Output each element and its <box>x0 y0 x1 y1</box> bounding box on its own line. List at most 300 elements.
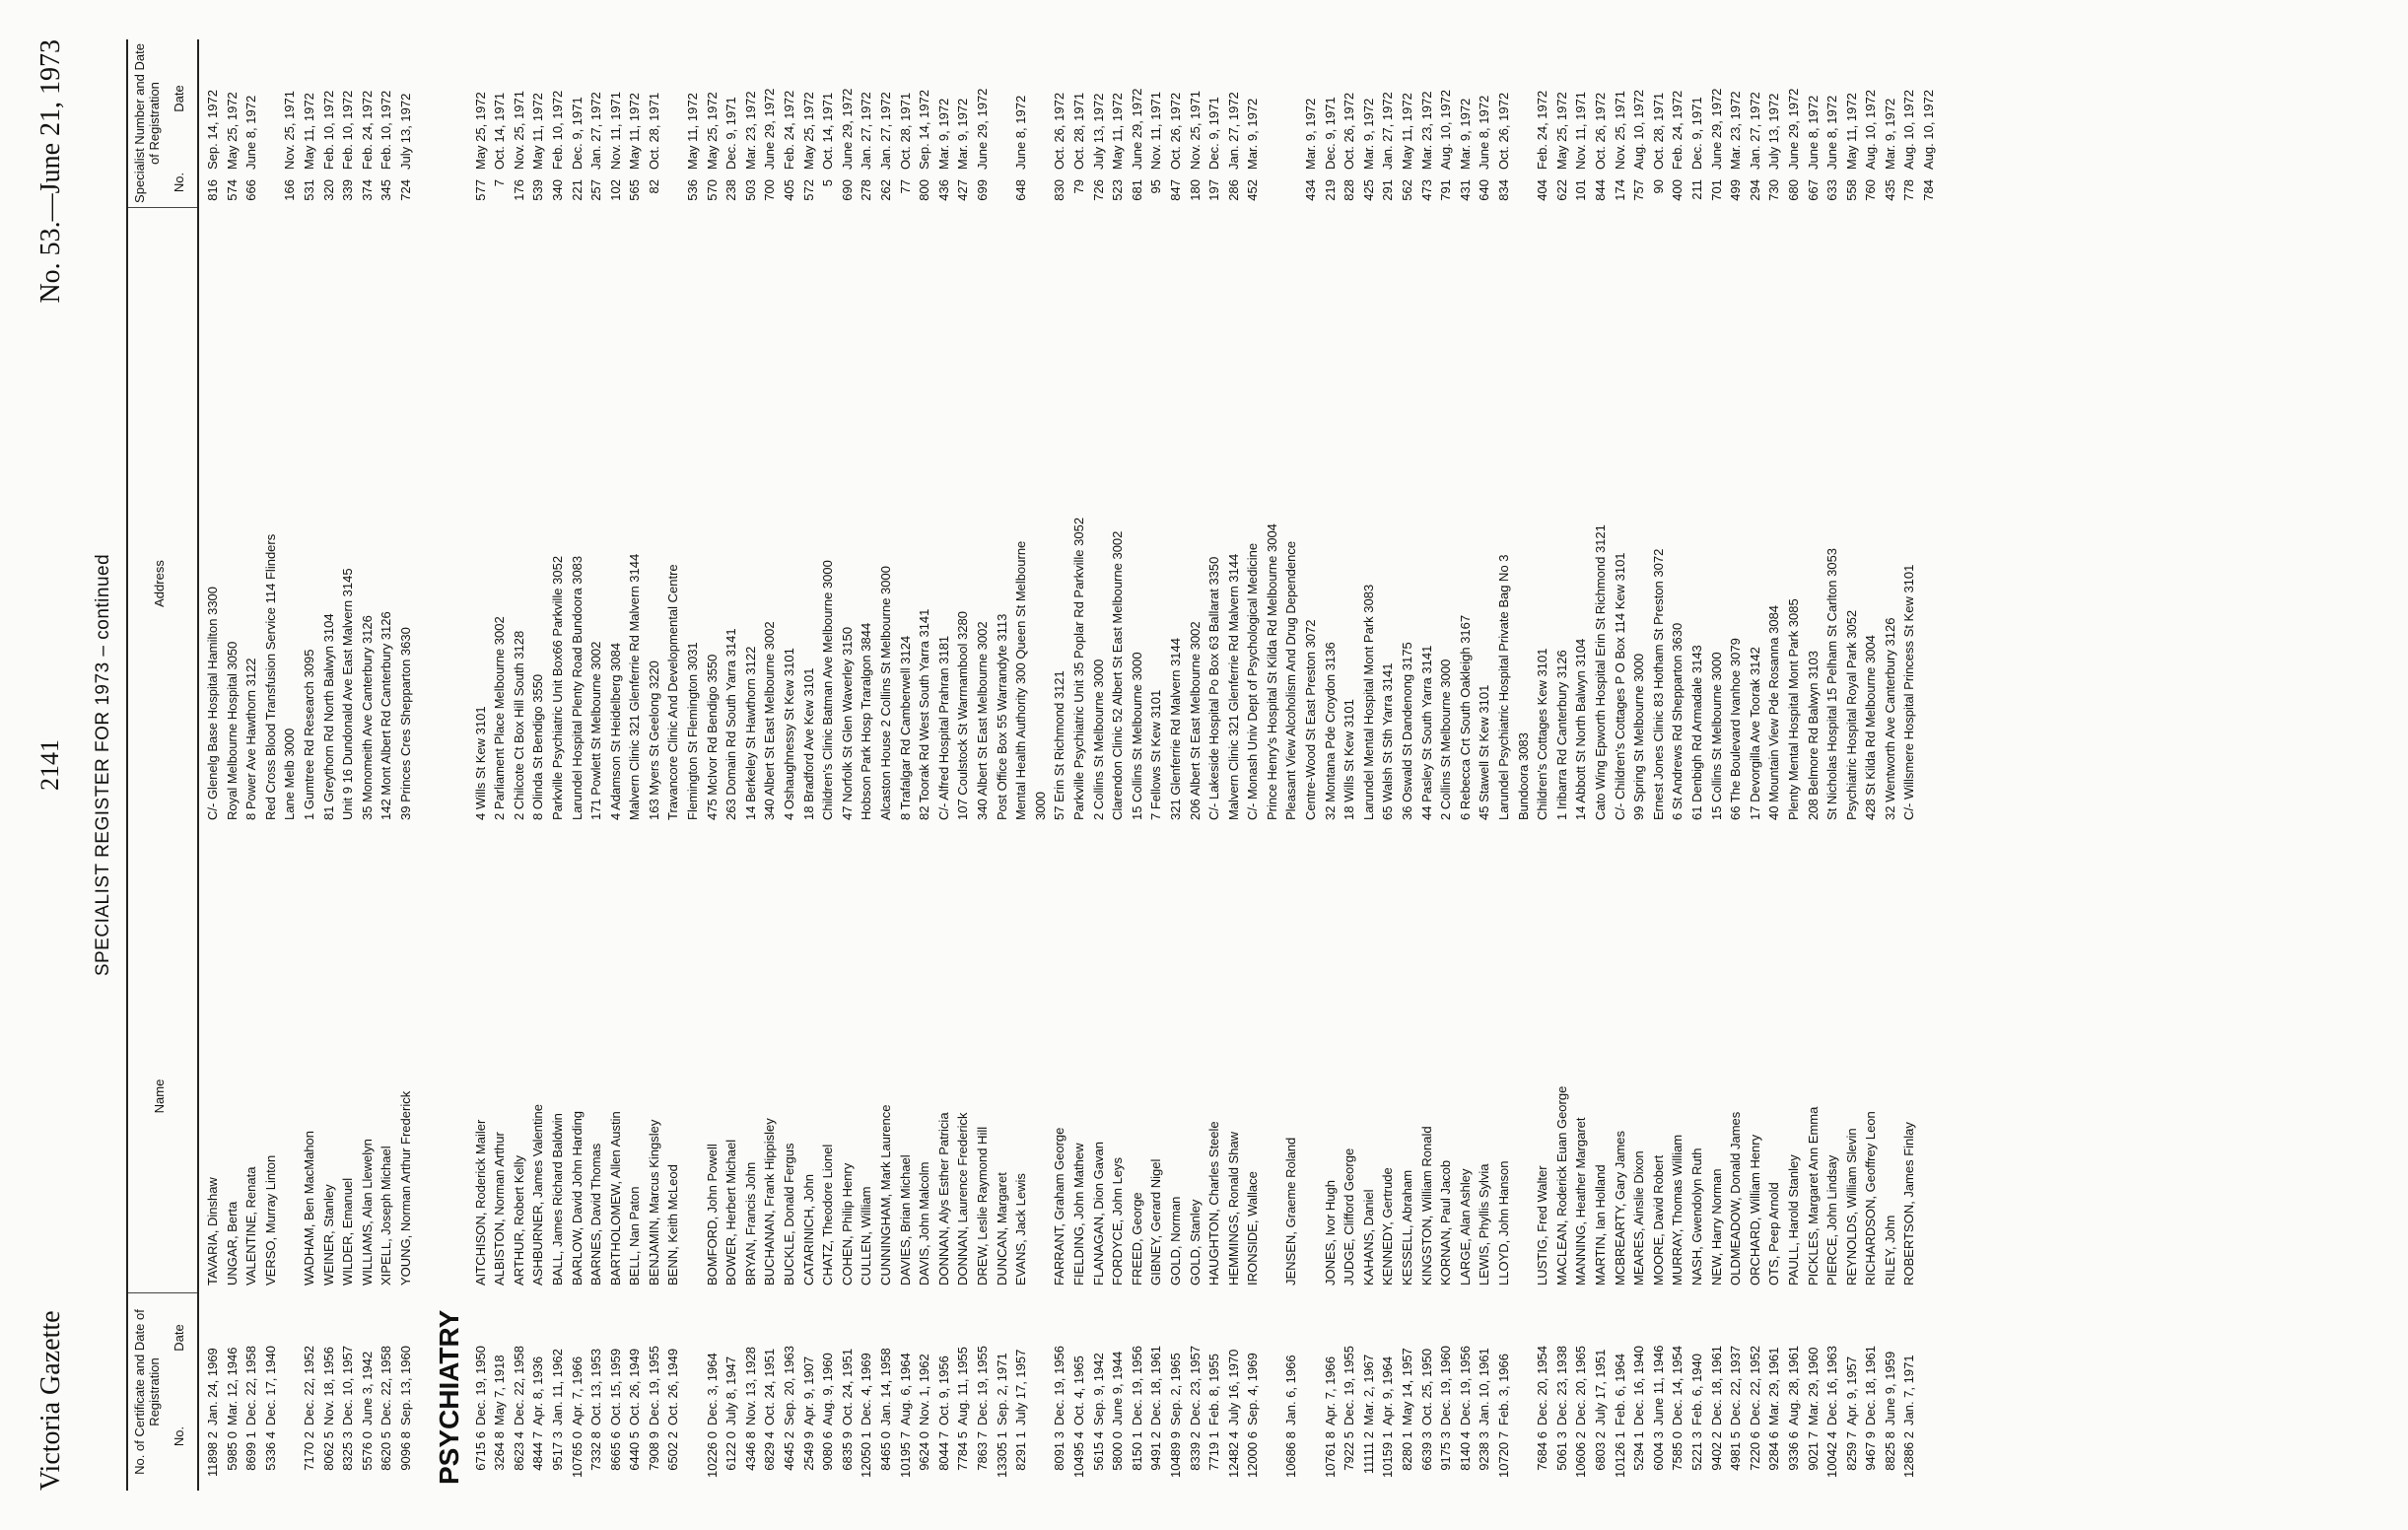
specialist-date: Dec. 9, 1971 <box>723 97 739 170</box>
address: Pleasant View Alcoholism And Drug Dependence <box>1283 540 1299 820</box>
table-row <box>1611 39 1630 1491</box>
practitioner-name: BUCKLE, Donald Fergus <box>782 1143 797 1286</box>
registration-date: Jan. 7, 1971 <box>1901 1355 1917 1426</box>
cert-number: 8339 2 <box>1187 1431 1203 1471</box>
table-row <box>1919 39 1939 1491</box>
address: 206 Albert St East Melbourne 3002 <box>1187 621 1203 820</box>
cert-number: 10042 4 <box>1824 1431 1840 1478</box>
practitioner-name: HEMMINGS, Ronald Shaw <box>1225 1131 1241 1286</box>
cert-number: 9517 3 <box>549 1431 565 1471</box>
address: 18 Wills St Kew 3101 <box>1342 699 1357 820</box>
specialist-number: 701 <box>1708 179 1724 201</box>
cert-number: 9284 6 <box>1766 1431 1782 1471</box>
issue-date: No. 53.—June 21, 1973 <box>35 39 66 304</box>
table-row <box>280 39 300 1491</box>
address: 1 Iribarra Rd Canterbury 3126 <box>1553 650 1569 820</box>
cert-number: 5336 4 <box>262 1431 278 1471</box>
registration-date: Dec. 22, 1937 <box>1728 1346 1744 1426</box>
registration-date: Dec. 17, 1940 <box>262 1346 278 1426</box>
specialist-number: 760 <box>1863 179 1879 201</box>
address: 4 Wills St Kew 3101 <box>472 706 488 820</box>
practitioner-name: CATARINICH, John <box>800 1174 816 1286</box>
table-row <box>625 39 645 1491</box>
address: Travancore Clinic And Developmental Centre <box>665 564 681 820</box>
registration-date: June 3, 1942 <box>359 1351 375 1426</box>
practitioner-name: BOMFORD, John Powell <box>704 1144 720 1286</box>
address: 40 Mountain View Pde Rosanna 3084 <box>1766 604 1782 820</box>
specialist-date: Feb. 24, 1972 <box>359 90 375 170</box>
table-row <box>876 39 896 1491</box>
practitioner-name: DAVIES, Brian Michael <box>897 1154 913 1286</box>
address: 39 Princes Cres Shepparton 3630 <box>397 627 413 820</box>
table-row <box>722 39 741 1491</box>
address: 163 Myers St Geelong 3220 <box>646 661 661 820</box>
practitioner-name: DAVIS, John Malcolm <box>917 1161 932 1286</box>
specialist-number: 257 <box>588 179 604 201</box>
specialist-date: Aug. 10, 1972 <box>1901 90 1917 170</box>
specialist-number: 834 <box>1496 179 1511 201</box>
registration-date: Nov. 13, 1928 <box>742 1347 758 1426</box>
practitioner-name: ASHBURNER, James Valentine <box>530 1104 546 1286</box>
specialist-date: May 25, 1972 <box>704 92 720 170</box>
cert-number: 7784 5 <box>955 1431 971 1471</box>
registration-date: Dec. 19, 1955 <box>646 1346 661 1426</box>
address: 15 Collins St Melbourne 3000 <box>1708 652 1724 820</box>
specialist-number: 539 <box>530 179 546 201</box>
cert-number: 10720 7 <box>1496 1431 1511 1478</box>
page-number: 2141 <box>35 739 64 791</box>
registration-date: Sep. 2, 1965 <box>1167 1353 1183 1426</box>
specialist-date: Mar. 23, 1972 <box>742 91 758 170</box>
specialist-number: 427 <box>955 179 971 201</box>
practitioner-name: VALENTINE, Renata <box>243 1166 259 1286</box>
cert-number: 6829 4 <box>762 1431 778 1471</box>
table-row <box>203 39 223 1491</box>
registration-date: Mar. 2, 1967 <box>1360 1354 1376 1426</box>
specialist-number: 633 <box>1824 179 1840 201</box>
cert-number: 9175 3 <box>1438 1431 1454 1471</box>
address: C/- Alfred Hospital Prahran 3181 <box>935 635 951 820</box>
cert-number: 11898 2 <box>205 1431 220 1478</box>
specialist-date: Oct. 26, 1972 <box>1052 92 1067 170</box>
registration-date: Dec. 19, 1960 <box>1438 1346 1454 1426</box>
practitioner-name: JENSEN, Graeme Roland <box>1283 1137 1299 1286</box>
specialist-date: June 29, 1972 <box>974 88 990 170</box>
practitioner-name: WADHAM, Ben MacMahon <box>301 1130 316 1286</box>
practitioner-name: CUNNINGHAM, Mark Laurence <box>878 1104 893 1286</box>
address: St Nicholas Hospital 15 Pelham St Carlton 3053 <box>1824 547 1840 820</box>
registration-date: Jan. 24, 1969 <box>205 1348 220 1426</box>
specialist-number: 374 <box>359 179 375 201</box>
address: Prince Henry's Hospital St Kilda Rd Melbourne 3004 <box>1264 523 1279 820</box>
table-row <box>261 39 281 1491</box>
spacer <box>416 39 428 1491</box>
table-row <box>1746 39 1765 1491</box>
specialist-number: 726 <box>1090 179 1106 201</box>
practitioner-name: MURRAY, Thomas William <box>1670 1134 1686 1286</box>
table-row <box>645 39 664 1491</box>
practitioner-name: OLDMEADOW, Donald James <box>1728 1111 1744 1286</box>
table-row <box>1417 39 1437 1491</box>
practitioner-name: DONNAN, Alys Esther Patricia <box>935 1112 951 1286</box>
specialist-number: 102 <box>607 179 623 201</box>
specialist-number: 79 <box>1070 179 1086 194</box>
specialist-date: May 11, 1972 <box>627 93 643 170</box>
specialist-date: Jan. 27, 1972 <box>1747 92 1762 170</box>
specialist-date: Dec. 9, 1971 <box>1688 97 1704 170</box>
specialist-number: 95 <box>1148 179 1164 194</box>
practitioner-name: BARLOW, David John Harding <box>569 1110 585 1286</box>
registration-date: Dec. 19, 1956 <box>1457 1346 1473 1426</box>
specialist-date: June 8, 1972 <box>1805 95 1821 170</box>
practitioner-name: TAVARIA, Dinshaw <box>205 1177 220 1286</box>
practitioner-name: DONNAN, Laurence Frederick <box>955 1112 971 1286</box>
cert-number: 4981 5 <box>1728 1431 1744 1471</box>
register-subtitle: SPECIALIST REGISTER FOR 1973 – continued <box>93 553 113 977</box>
specialist-date: July 13, 1972 <box>1090 93 1106 170</box>
practitioner-name: BALL, James Richard Baldwin <box>549 1113 565 1286</box>
specialist-date: Mar. 9, 1972 <box>1360 98 1376 170</box>
specialist-number: 574 <box>224 179 240 201</box>
cert-number: 7684 6 <box>1535 1431 1550 1471</box>
address: Royal Melbourne Hospital 3050 <box>224 641 240 820</box>
specialist-number: 219 <box>1322 179 1338 201</box>
specialist-number: 404 <box>1535 179 1550 201</box>
registration-date: Sep. 2, 1971 <box>994 1353 1009 1426</box>
practitioner-name: MCBREARTY, Gary James <box>1612 1130 1627 1286</box>
address: 340 Albert St East Melbourne 3002 <box>762 621 778 820</box>
date-header: Date <box>172 1324 186 1352</box>
cert-number: 9096 8 <box>397 1431 413 1471</box>
address: Lane Melb 3000 <box>282 728 298 820</box>
address: 47 Norfolk St Glen Waverley 3150 <box>839 626 855 820</box>
practitioner-name: FIELDING, John Mathew <box>1070 1143 1086 1286</box>
registration-date: Oct. 26, 1949 <box>665 1348 681 1426</box>
practitioner-name: GOLD, Stanley <box>1187 1199 1203 1286</box>
table-row <box>1804 39 1823 1491</box>
specialist-date: Mar. 9, 1972 <box>1245 98 1261 170</box>
specialist-number: 830 <box>1052 179 1067 201</box>
specialist-number: 680 <box>1785 179 1801 201</box>
registration-date: June 9, 1959 <box>1882 1351 1897 1426</box>
table-row <box>1591 39 1611 1491</box>
specialist-date: Dec. 9, 1971 <box>1322 97 1338 170</box>
cert-number: 10761 8 <box>1322 1431 1338 1478</box>
registration-date: Dec. 22, 1958 <box>243 1346 259 1426</box>
address: Clarendon Clinic 52 Albert St East Melbourne 3002 <box>1110 530 1126 820</box>
cert-number: 5615 4 <box>1090 1431 1106 1471</box>
registration-date: Jan. 10, 1961 <box>1477 1348 1492 1426</box>
cert-number: 7863 7 <box>974 1431 990 1471</box>
cert-number: 6715 6 <box>472 1431 488 1471</box>
cert-number: 11111 2 <box>1360 1431 1376 1475</box>
specialist-number: 531 <box>301 179 316 201</box>
address: Parkville Psychiatric Unit Box66 Parkville 3052 <box>549 555 565 820</box>
address: C/- Monash Univ Dept of Psychological Medicine <box>1245 542 1261 820</box>
cert-number: 8699 1 <box>243 1431 259 1471</box>
specialist-date: May 11, 1972 <box>685 93 701 170</box>
registration-date: Apr. 7, 1966 <box>569 1356 585 1426</box>
registration-date: Dec. 22, 1952 <box>1747 1346 1762 1426</box>
registration-date: June 9, 1944 <box>1110 1351 1126 1426</box>
address: 8 Power Ave Hawthorn 3122 <box>243 658 259 820</box>
address: 35 Monomeith Ave Canterbury 3126 <box>359 615 375 820</box>
specialist-date: June 8, 1972 <box>1477 95 1492 170</box>
specialist-number: 435 <box>1882 179 1897 201</box>
address: 4 Adamson St Heidelberg 3084 <box>607 643 623 820</box>
table-row <box>1514 39 1534 1491</box>
registration-date: Dec. 22, 1958 <box>511 1346 526 1426</box>
address: 99 Spring St Melbourne 3000 <box>1631 653 1647 820</box>
registration-date: June 11, 1946 <box>1650 1345 1666 1426</box>
cert-number: 9080 6 <box>820 1431 836 1471</box>
cert-number: 9402 2 <box>1708 1431 1724 1471</box>
specialist-number: 816 <box>205 179 220 201</box>
cert-number: 3264 8 <box>492 1431 508 1471</box>
specialist-date: July 13, 1972 <box>397 93 413 170</box>
registration-date: Dec. 23, 1938 <box>1553 1346 1569 1426</box>
cert-number: 6440 5 <box>627 1431 643 1471</box>
address: 142 Mont Albert Rd Canterbury 3126 <box>378 611 394 820</box>
specialist-date: June 29, 1972 <box>1785 88 1801 170</box>
table-row <box>1494 39 1514 1491</box>
spec-group-header: Specialist Number and Date of Registration <box>132 43 162 203</box>
specialist-date: Mar. 23, 1972 <box>1728 91 1744 170</box>
practitioner-name: PIERCE, John Lindsay <box>1824 1154 1840 1286</box>
practitioner-name: ROBERTSON, James Finlay <box>1901 1122 1917 1286</box>
address: Flemington St Flemington 3031 <box>685 642 701 820</box>
specialist-number: 473 <box>1418 179 1434 201</box>
address: 6 Rebecca Crt South Oakleigh 3167 <box>1457 614 1473 820</box>
registration-date: Dec. 19, 1956 <box>1052 1346 1067 1426</box>
table-row <box>1069 39 1089 1491</box>
registration-date: Dec. 10, 1957 <box>340 1346 356 1426</box>
specialist-date: Oct. 26, 1972 <box>1342 92 1357 170</box>
address: 2 Chilcote Ct Box Hill South 3128 <box>511 630 526 820</box>
address: Psychiatric Hospital Royal Park 3052 <box>1843 609 1859 820</box>
address: Cato Wing Epworth Hospital Erin St Richmond 3121 <box>1592 524 1608 820</box>
registration-date: July 17, 1951 <box>1592 1349 1608 1426</box>
cert-number: 7908 9 <box>646 1431 661 1471</box>
specialist-number: 278 <box>859 179 874 201</box>
table-row <box>1204 39 1224 1491</box>
specialist-number: 778 <box>1901 179 1917 201</box>
address: Children's Cottages Kew 3101 <box>1535 648 1550 820</box>
specialist-date: Feb. 10, 1972 <box>340 90 356 170</box>
address: 475 McIvor Rd Bendigo 3550 <box>704 654 720 820</box>
specialist-number: 431 <box>1457 179 1473 201</box>
registration-date: Dec. 20, 1954 <box>1535 1346 1550 1426</box>
practitioner-name: NEW, Harry Norman <box>1708 1168 1724 1286</box>
address: 44 Pasley St South Yarra 3141 <box>1418 645 1434 820</box>
specialist-number: 197 <box>1206 179 1222 201</box>
cert-number: 5221 3 <box>1688 1431 1704 1471</box>
address: 32 Montana Pde Croydon 3136 <box>1322 642 1338 820</box>
specialist-date: Mar. 9, 1972 <box>1303 98 1319 170</box>
specialist-date: Mar. 23, 1972 <box>1418 91 1434 170</box>
specialist-date: June 29, 1972 <box>839 88 855 170</box>
address: Plenty Mental Hospital Mont Park 3085 <box>1785 598 1801 820</box>
specialist-number: 499 <box>1728 179 1744 201</box>
table-row <box>818 39 838 1491</box>
address: Hobson Park Hosp Traralgon 3844 <box>859 622 874 820</box>
registration-date: Oct. 15, 1959 <box>607 1348 623 1426</box>
registration-date: Dec. 18, 1961 <box>1708 1346 1724 1426</box>
practitioner-name: LEWIS, Phyllis Sylvia <box>1477 1163 1492 1286</box>
registration-date: Dec. 23, 1957 <box>1187 1346 1203 1426</box>
address: 14 Abbott St North Balwyn 3104 <box>1573 638 1589 820</box>
address: 7 Fellows St Kew 3101 <box>1148 689 1164 820</box>
specialist-date: Dec. 9, 1971 <box>569 97 585 170</box>
address: Larundel Psychiatric Hospital Private Bag No 3 <box>1496 554 1511 820</box>
specialist-date: Aug. 10, 1972 <box>1863 90 1879 170</box>
address: 18 Bradford Ave Kew 3101 <box>800 667 816 820</box>
practitioner-name: MEARES, Ainslie Dixon <box>1631 1150 1647 1286</box>
registration-date: Dec. 19, 1955 <box>974 1346 990 1426</box>
cert-number: 9021 7 <box>1805 1431 1821 1471</box>
specialist-date: Feb. 10, 1972 <box>378 90 394 170</box>
registration-date: Apr. 7, 1966 <box>1322 1356 1338 1426</box>
register-table <box>203 39 1939 1491</box>
table-row <box>896 39 916 1491</box>
cert-number: 8620 5 <box>378 1431 394 1471</box>
table-row <box>1281 39 1301 1491</box>
specialist-number: 565 <box>627 179 643 201</box>
specialist-number: 211 <box>1688 179 1704 200</box>
table-row <box>1128 39 1147 1491</box>
address: 14 Berkeley St Hawthorn 3122 <box>742 646 758 820</box>
address: Unit 9 16 Dundonald Ave East Malvern 3145 <box>340 568 356 820</box>
cert-number: 8325 3 <box>340 1431 356 1471</box>
registration-date: Mar. 29, 1960 <box>1805 1347 1821 1426</box>
specialist-number: 7 <box>492 179 508 187</box>
specialist-date: Nov. 25, 1971 <box>1612 91 1627 170</box>
table-row <box>1649 39 1669 1491</box>
address: Post Office Box 55 Warrandyte 3113 <box>994 613 1009 820</box>
practitioner-name: BOWER, Herbert Michael <box>723 1139 739 1286</box>
registration-date: Dec. 18, 1961 <box>1863 1346 1879 1426</box>
practitioner-name: EVANS, Jack Lewis <box>1013 1173 1029 1286</box>
address: Red Cross Blood Transfusion Service 114 Flinders <box>262 533 278 820</box>
practitioner-name: JUDGE, Clifford George <box>1342 1148 1357 1286</box>
specialist-date: May 11, 1972 <box>1400 93 1415 170</box>
specialist-number: 320 <box>320 179 336 201</box>
cert-number: 5576 0 <box>359 1431 375 1471</box>
table-row <box>1011 39 1031 1491</box>
table-row <box>1166 39 1186 1491</box>
table-row <box>1899 39 1919 1491</box>
specialist-date: May 11, 1972 <box>1110 93 1126 170</box>
table-row <box>741 39 761 1491</box>
specialist-number: 784 <box>1921 179 1937 201</box>
address: Ernest Jones Clinic 83 Hotham St Preston 3072 <box>1650 548 1666 820</box>
address: 208 Belmore Rd Balwyn 3103 <box>1805 651 1821 820</box>
practitioner-name: BARTHOLOMEW, Allen Austin <box>607 1111 623 1286</box>
specialist-number: 523 <box>1110 179 1126 201</box>
practitioner-name: KESSELL, Abraham <box>1400 1169 1415 1286</box>
practitioner-name: MARTIN, Ian Holland <box>1592 1164 1608 1286</box>
specialist-date: Aug. 10, 1972 <box>1438 90 1454 170</box>
practitioner-name: JONES, Ivor Hugh <box>1322 1180 1338 1286</box>
table-row <box>1784 39 1804 1491</box>
address: 428 St Kilda Rd Melbourne 3004 <box>1863 635 1879 820</box>
table-row <box>1823 39 1842 1491</box>
table-row <box>490 39 510 1491</box>
practitioner-name: UNGAR, Berta <box>224 1201 240 1286</box>
practitioner-name: LUSTIG, Fred Walter <box>1535 1165 1550 1286</box>
cert-number: 10606 2 <box>1573 1431 1589 1478</box>
specialist-number: 730 <box>1766 179 1782 201</box>
registration-date: Jan. 14, 1958 <box>878 1348 893 1426</box>
table-row <box>1707 39 1727 1491</box>
address: 8 Trafalgar Rd Camberwell 3124 <box>897 635 913 820</box>
cert-number: 2549 9 <box>800 1431 816 1471</box>
practitioner-name: BUCHANAN, Frank Hippisley <box>762 1118 778 1286</box>
cert-number: 7332 8 <box>588 1431 604 1471</box>
address: 15 Collins St Melbourne 3000 <box>1129 652 1144 820</box>
table-row <box>1764 39 1784 1491</box>
registration-date: Dec. 19, 1950 <box>472 1346 488 1426</box>
section-title: PSYCHIATRY <box>433 1309 464 1485</box>
practitioner-name: COHEN, Philip Henry <box>839 1162 855 1286</box>
registration-date: Apr. 8, 1936 <box>530 1356 546 1426</box>
cert-number: 8825 8 <box>1882 1431 1897 1471</box>
registration-date: Dec. 22, 1958 <box>378 1346 394 1426</box>
cert-number: 8280 1 <box>1400 1431 1415 1471</box>
address: 321 Glenferrie Rd Malvern 3144 <box>1167 638 1183 820</box>
specialist-date: May 25, 1972 <box>224 92 240 170</box>
address: Children's Clinic Batman Ave Melbourne 3000 <box>820 560 836 820</box>
specialist-date: Dec. 9, 1971 <box>1206 97 1222 170</box>
specialist-number: 90 <box>1650 179 1666 194</box>
address: Alcaston House 2 Collins St Melbourne 3000 <box>878 566 893 820</box>
address: 45 Stawell St Kew 3101 <box>1477 684 1492 820</box>
registration-date: Dec. 3, 1964 <box>704 1353 720 1426</box>
registration-date: Dec. 16, 1940 <box>1631 1346 1647 1426</box>
registration-date: Jan. 6, 1966 <box>1283 1355 1299 1426</box>
specialist-date: Oct. 14, 1971 <box>820 92 836 170</box>
specialist-date: Mar. 9, 1972 <box>1882 98 1897 170</box>
specialist-date: Nov. 11, 1971 <box>1148 91 1164 170</box>
cert-number: 12886 2 <box>1901 1431 1917 1478</box>
cert-number: 7922 5 <box>1342 1431 1357 1471</box>
practitioner-name: BENN, Keith McLeod <box>665 1164 681 1286</box>
specialist-number: 690 <box>839 179 855 201</box>
specialist-number: 180 <box>1187 179 1203 201</box>
registration-date: July 17, 1957 <box>1013 1349 1029 1426</box>
table-row <box>953 39 973 1491</box>
registration-date: July 16, 1970 <box>1225 1349 1241 1426</box>
table-row <box>663 39 683 1491</box>
cert-number: 8091 3 <box>1052 1431 1067 1471</box>
practitioner-name: ALBISTON, Norman Arthur <box>492 1132 508 1286</box>
address: 340 Albert St East Melbourne 3002 <box>974 621 990 820</box>
specialist-date: Oct. 28, 1971 <box>1650 92 1666 170</box>
cert-number: 13305 1 <box>994 1431 1009 1478</box>
practitioner-name: BRYAN, Francis John <box>742 1161 758 1286</box>
cert-number: 6004 3 <box>1650 1431 1666 1471</box>
practitioner-name: FLANAGAN, Dion Gavan <box>1090 1142 1106 1286</box>
table-row <box>934 39 954 1491</box>
practitioner-name: AITCHISON, Roderick Mailer <box>472 1119 488 1286</box>
table-row <box>993 39 1012 1491</box>
specialist-number: 434 <box>1303 179 1319 201</box>
cert-number: 6803 2 <box>1592 1431 1608 1471</box>
specialist-number: 400 <box>1670 179 1686 201</box>
table-row <box>528 39 548 1491</box>
registration-date: Oct. 25, 1950 <box>1418 1348 1434 1426</box>
registration-date: Feb. 3, 1966 <box>1496 1354 1511 1426</box>
